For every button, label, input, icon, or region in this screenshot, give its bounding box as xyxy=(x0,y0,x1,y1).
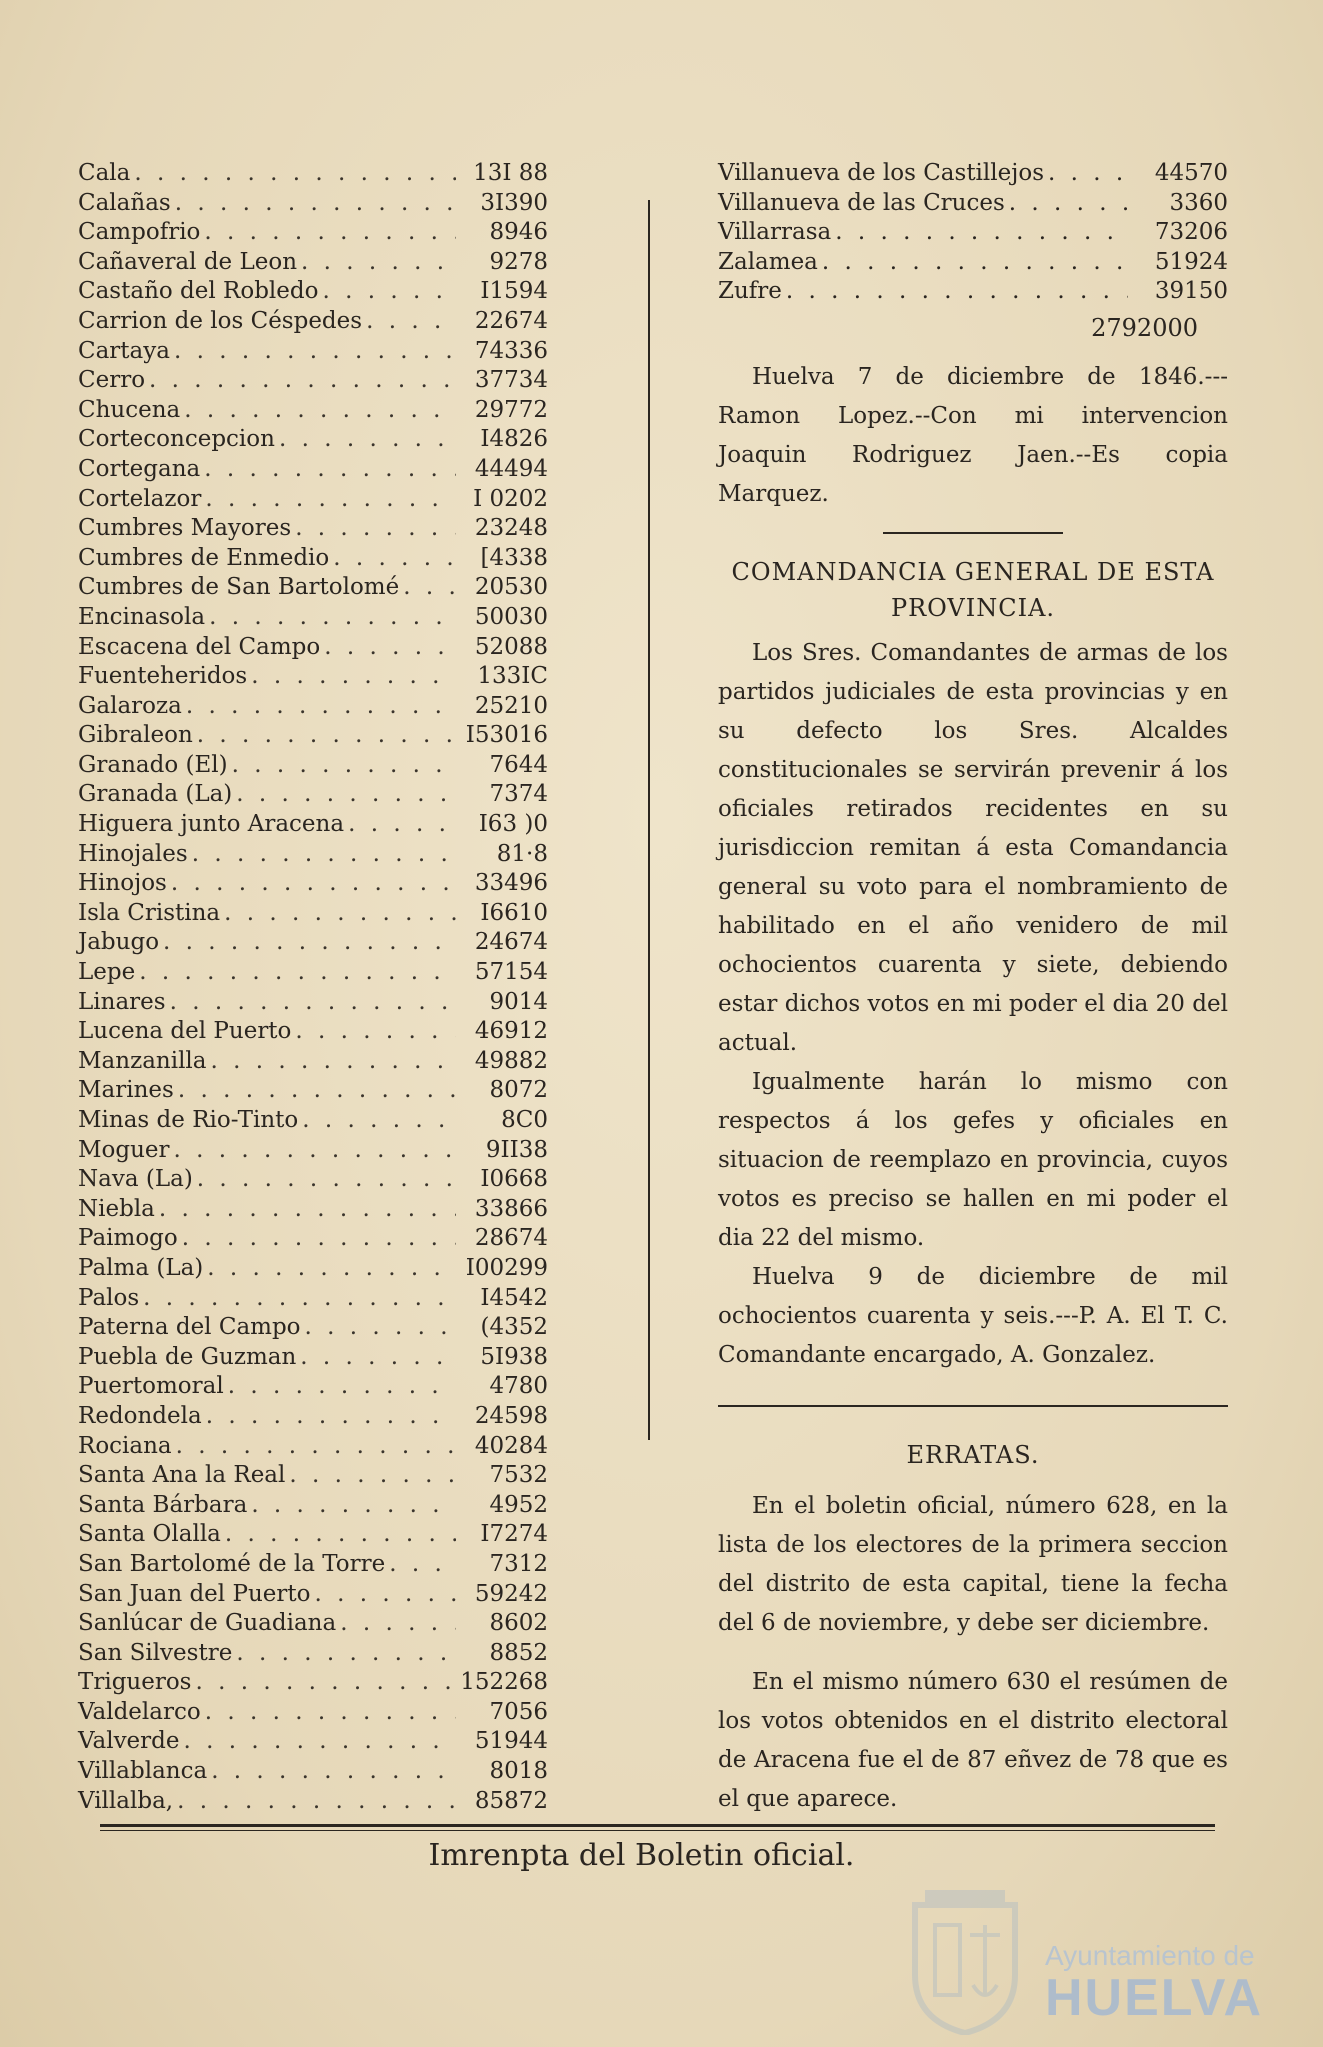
municipality-name: Cerro xyxy=(78,367,146,394)
municipality-value: I63 )0 xyxy=(478,811,548,838)
municipality-name: Cortegana xyxy=(78,455,201,482)
municipality-value: 73206 xyxy=(1154,219,1228,246)
bottom-rule xyxy=(100,1824,1215,1827)
municipality-name: Higuera junto Aracena xyxy=(78,811,345,838)
list-item xyxy=(78,870,548,900)
list-item xyxy=(718,219,1228,249)
municipality-value: 49882 xyxy=(474,1047,548,1074)
list-item xyxy=(78,1255,548,1285)
right-column xyxy=(718,160,1228,1819)
municipality-name: Palma (La) xyxy=(78,1254,204,1281)
municipality-name: Rociana xyxy=(78,1432,172,1459)
municipality-name: Trigueros xyxy=(78,1669,192,1696)
municipality-value: 7056 xyxy=(489,1698,548,1725)
list-item xyxy=(78,249,548,279)
leader-dots xyxy=(285,1462,456,1488)
municipality-name: Santa Ana la Real xyxy=(78,1462,286,1489)
municipality-name: Villarrasa xyxy=(718,219,832,246)
list-item xyxy=(78,1758,548,1788)
municipality-name: Nava (La) xyxy=(78,1166,193,1193)
leader-dots xyxy=(291,515,456,541)
municipality-name: Granado (El) xyxy=(78,751,228,778)
municipality-value: I4826 xyxy=(480,426,548,453)
leader-dots xyxy=(155,1196,456,1222)
leader-dots xyxy=(193,722,456,748)
comandancia-paragraph-2: Igualmente harán lo mismo con respectos á los gefes y oficiales en situacion de reemplazo en provincia, cuyos votos es preciso se hallen en mi poder el dia 22 del mismo. xyxy=(718,1068,1228,1251)
list-item xyxy=(78,1403,548,1433)
municipality-value: 4952 xyxy=(489,1491,548,1518)
municipality-name: Villanueva de los Castillejos xyxy=(718,160,1045,186)
municipality-name: Cartaya xyxy=(78,337,170,364)
list-item xyxy=(718,160,1228,190)
municipality-name: Encinasola xyxy=(78,603,206,630)
leader-dots xyxy=(180,397,456,423)
municipality-value: I 0202 xyxy=(473,485,548,512)
leader-dots xyxy=(232,781,456,807)
list-item xyxy=(78,1492,548,1522)
municipality-value: 152268 xyxy=(460,1669,548,1696)
municipality-name: Jabugo xyxy=(78,929,160,956)
list-item xyxy=(718,190,1228,220)
list-item xyxy=(78,1137,548,1167)
leader-dots xyxy=(201,486,456,512)
leader-dots xyxy=(362,308,456,334)
leader-dots xyxy=(188,841,456,867)
list-item xyxy=(78,367,548,397)
leader-dots xyxy=(145,367,456,393)
leader-dots xyxy=(191,1669,456,1695)
leader-dots xyxy=(135,959,456,985)
leader-dots xyxy=(298,1107,456,1133)
municipality-name: Hinojos xyxy=(78,870,167,897)
leader-dots xyxy=(159,929,456,955)
list-item xyxy=(78,1344,548,1374)
municipality-value: 57154 xyxy=(474,959,548,986)
list-item xyxy=(78,426,548,456)
municipality-value: 3360 xyxy=(1169,189,1228,216)
municipality-name: Villablanca xyxy=(78,1758,208,1785)
municipality-name: Villanueva de las Cruces xyxy=(718,189,1005,216)
municipality-name: Palos xyxy=(78,1284,140,1311)
leader-dots xyxy=(301,1314,456,1340)
list-item xyxy=(78,1107,548,1137)
leader-dots xyxy=(171,190,456,216)
municipality-value: 9II38 xyxy=(485,1136,548,1163)
municipality-name: Hinojales xyxy=(78,840,188,867)
municipality-name: Niebla xyxy=(78,1195,155,1222)
municipality-value: 7532 xyxy=(489,1462,548,1489)
leader-dots xyxy=(207,1048,457,1074)
list-item xyxy=(78,1225,548,1255)
municipality-name: Moguer xyxy=(78,1136,170,1163)
section-heading-erratas: ERRATAS. xyxy=(906,1440,1040,1469)
municipality-name: Marines xyxy=(78,1077,174,1104)
erratas-paragraph-2: En el mismo número 630 el resúmen de los votos obtenidos en el distrito electoral de Aracena fue el de 87 eñvez de 78 que es el que aparece. xyxy=(718,1668,1228,1812)
municipality-value: 4780 xyxy=(489,1373,548,1400)
list-item xyxy=(78,663,548,693)
list-item xyxy=(718,278,1228,308)
section-heading-comandancia xyxy=(718,554,1228,626)
list-item xyxy=(78,1048,548,1078)
municipality-value: 33496 xyxy=(474,870,548,897)
leader-dots xyxy=(232,1640,456,1666)
heading-line-1: COMANDANCIA GENERAL DE ESTA xyxy=(731,557,1215,586)
leader-dots xyxy=(166,989,456,1015)
leader-dots xyxy=(247,1492,456,1518)
leader-dots xyxy=(782,278,1128,304)
municipality-name: Campofrio xyxy=(78,219,201,246)
leader-dots xyxy=(180,1728,456,1754)
list-item xyxy=(78,811,548,841)
leader-dots xyxy=(344,811,456,837)
municipality-value: 28674 xyxy=(474,1225,548,1252)
footer-text: Imrenpta del Boletin oficial. xyxy=(428,1838,855,1873)
municipality-value: I4542 xyxy=(480,1284,548,1311)
list-item xyxy=(78,1166,548,1196)
leader-dots xyxy=(173,1788,456,1814)
municipality-name: San Bartolomé de la Torre xyxy=(78,1550,386,1577)
list-item xyxy=(78,1373,548,1403)
signature-paragraph: Huelva 7 de diciembre de 1846.---Ramon Lopez.--Con mi intervencion Joaquin Rodriguez Jaen.--Es copia Marquez. xyxy=(718,363,1228,507)
municipality-value: 22674 xyxy=(474,307,548,334)
municipality-name: San Juan del Puerto xyxy=(78,1580,311,1607)
municipality-value: 7644 xyxy=(489,751,548,778)
leader-dots xyxy=(207,1758,456,1784)
list-item xyxy=(78,1640,548,1670)
leader-dots xyxy=(275,426,456,452)
municipality-value: I0668 xyxy=(480,1166,548,1193)
municipality-value: 8602 xyxy=(489,1610,548,1637)
list-item xyxy=(78,1285,548,1315)
municipality-name: Cañaveral de Leon xyxy=(78,248,298,275)
list-item xyxy=(78,190,548,220)
municipality-value: 7312 xyxy=(489,1550,548,1577)
leader-dots xyxy=(170,1137,456,1163)
municipality-name: Lepe xyxy=(78,959,136,986)
leader-dots xyxy=(174,1077,456,1103)
leader-dots xyxy=(139,1285,456,1311)
list-item xyxy=(78,1699,548,1729)
municipality-value: 59242 xyxy=(474,1580,548,1607)
list-item xyxy=(78,486,548,516)
list-item xyxy=(78,1077,548,1107)
leader-dots xyxy=(200,219,456,245)
list-item xyxy=(78,722,548,752)
section-rule-long xyxy=(718,1405,1228,1407)
municipality-value: 52088 xyxy=(474,633,548,660)
leader-dots xyxy=(200,456,456,482)
leader-dots xyxy=(247,663,456,689)
municipality-name: Cala xyxy=(78,160,131,186)
municipality-name: Chucena xyxy=(78,396,181,423)
municipality-value: (4352 xyxy=(480,1314,548,1341)
municipality-value: I53016 xyxy=(465,722,548,749)
list-item xyxy=(78,752,548,782)
leader-dots xyxy=(220,900,456,926)
list-item xyxy=(78,634,548,664)
city-shield-icon xyxy=(905,1885,1025,2035)
list-item xyxy=(78,1521,548,1551)
bottom-rule-thin xyxy=(100,1830,1215,1831)
list-item xyxy=(78,338,548,368)
list-item xyxy=(78,1196,548,1226)
grand-total: 2792000 xyxy=(1091,313,1198,342)
municipality-value: 13I 88 xyxy=(473,160,548,186)
leader-dots xyxy=(130,160,456,186)
watermark-line-2: HUELVA xyxy=(1045,1969,1264,2027)
municipality-value: 20530 xyxy=(474,574,548,601)
leader-dots xyxy=(205,604,456,630)
list-item xyxy=(78,1462,548,1492)
municipality-value: 8852 xyxy=(489,1639,548,1666)
leader-dots xyxy=(1005,190,1128,216)
municipality-list-left xyxy=(78,160,548,1817)
municipality-name: Escacena del Campo xyxy=(78,633,321,660)
municipality-value: 133IC xyxy=(477,663,548,690)
leader-dots xyxy=(320,634,456,660)
municipality-name: Manzanilla xyxy=(78,1047,207,1074)
municipality-name: Minas de Rio-Tinto xyxy=(78,1107,299,1133)
municipality-name: Sanlúcar de Guadiana xyxy=(78,1610,337,1637)
municipality-name: Castaño del Robledo xyxy=(78,278,319,305)
municipality-name: Redondela xyxy=(78,1402,202,1429)
leader-dots xyxy=(224,1373,456,1399)
printer-footer xyxy=(0,1838,1323,1873)
leader-dots xyxy=(831,219,1128,245)
municipality-value: 51924 xyxy=(1154,248,1228,275)
municipality-name: Cortelazor xyxy=(78,485,202,512)
municipality-name: Carrion de los Céspedes xyxy=(78,307,363,334)
list-item xyxy=(78,574,548,604)
municipality-list-right xyxy=(718,160,1228,308)
municipality-name: Zufre xyxy=(718,278,782,305)
municipality-value: 8072 xyxy=(489,1077,548,1104)
municipality-value: 23248 xyxy=(474,515,548,542)
leader-dots xyxy=(329,545,456,571)
list-item xyxy=(78,545,548,575)
municipality-value: 8018 xyxy=(489,1758,548,1785)
list-item xyxy=(78,219,548,249)
leader-dots xyxy=(170,338,456,364)
municipality-value: 44570 xyxy=(1154,160,1228,186)
list-item xyxy=(78,900,548,930)
municipality-value: 39150 xyxy=(1154,278,1228,305)
leader-dots xyxy=(385,1551,456,1577)
list-item xyxy=(718,249,1228,279)
comandancia-paragraph-3: Huelva 9 de diciembre de mil ochocientos cuarenta y seis.---P. A. El T. C. Comandante encargado, A. Gonzalez. xyxy=(718,1263,1228,1368)
leader-dots xyxy=(167,870,456,896)
municipality-value: 9278 xyxy=(489,248,548,275)
leader-dots xyxy=(172,1433,456,1459)
municipality-value: 81·8 xyxy=(496,840,548,867)
watermark-line-1: Ayuntamiento de xyxy=(1045,1940,1255,1971)
municipality-value: 46912 xyxy=(474,1018,548,1045)
list-item xyxy=(78,1314,548,1344)
municipality-name: Puebla de Guzman xyxy=(78,1343,297,1370)
leader-dots xyxy=(202,1403,456,1429)
municipality-value: I6610 xyxy=(480,899,548,926)
comandancia-paragraph-1: Los Sres. Comandantes de armas de los partidos judiciales de esta provincias y en su defecto los Sres. Alcaldes constitucionales se servirán prevenir á los oficiales retirados recidentes en su jurisdiccion remitan á esta Comandancia general su voto para el nombramiento de habilitado en el año venidero de mil ochocientos cuarenta y siete, debiendo estar dichos votos en mi poder el dia 20 del actual. xyxy=(718,639,1228,1056)
municipality-name: Villalba, xyxy=(78,1787,174,1814)
municipality-name: Cumbres Mayores xyxy=(78,515,292,542)
list-item xyxy=(78,308,548,338)
municipality-name: Zalamea xyxy=(718,248,818,275)
leader-dots xyxy=(399,574,456,600)
municipality-name: Paimogo xyxy=(78,1225,178,1252)
municipality-value: I00299 xyxy=(465,1254,548,1281)
list-item xyxy=(78,1581,548,1611)
municipality-name: Cumbres de San Bartolomé xyxy=(78,574,400,601)
leader-dots xyxy=(818,249,1128,275)
municipality-name: Paterna del Campo xyxy=(78,1314,301,1341)
list-item xyxy=(78,693,548,723)
leader-dots xyxy=(310,1581,456,1607)
list-item xyxy=(78,1669,548,1699)
municipality-name: Fuenteheridos xyxy=(78,663,248,690)
list-item xyxy=(78,1018,548,1048)
column-divider xyxy=(648,200,650,1440)
leader-dots xyxy=(297,249,456,275)
municipality-value: 5I938 xyxy=(480,1343,548,1370)
list-item xyxy=(78,160,548,190)
municipality-value: 9014 xyxy=(489,988,548,1015)
municipality-value: 7374 xyxy=(489,781,548,808)
leader-dots xyxy=(178,1225,456,1251)
municipality-value: 29772 xyxy=(474,396,548,423)
municipality-value: 24598 xyxy=(474,1402,548,1429)
municipality-name: Gibraleon xyxy=(78,722,193,749)
list-item xyxy=(78,397,548,427)
municipality-value: 85872 xyxy=(474,1787,548,1814)
leader-dots xyxy=(296,1344,456,1370)
municipality-value: [4338 xyxy=(480,544,548,571)
leader-dots xyxy=(201,1699,456,1725)
leader-dots xyxy=(221,1521,456,1547)
municipality-value: 37734 xyxy=(474,367,548,394)
list-item xyxy=(78,841,548,871)
list-item xyxy=(78,989,548,1019)
municipality-name: Linares xyxy=(78,988,166,1015)
leader-dots xyxy=(228,752,456,778)
municipality-value: 24674 xyxy=(474,929,548,956)
list-item xyxy=(78,1788,548,1818)
section-rule xyxy=(883,532,1063,534)
leader-dots xyxy=(336,1610,456,1636)
list-item xyxy=(78,278,548,308)
list-item xyxy=(78,781,548,811)
leader-dots xyxy=(318,278,456,304)
municipality-value: 50030 xyxy=(474,603,548,630)
municipality-value: 44494 xyxy=(474,455,548,482)
municipality-name: Isla Cristina xyxy=(78,899,221,926)
list-item xyxy=(78,1551,548,1581)
municipality-name: Valverde xyxy=(78,1728,180,1755)
list-item xyxy=(78,1433,548,1463)
municipality-name: Galaroza xyxy=(78,692,182,719)
list-item xyxy=(78,515,548,545)
municipality-name: Cumbres de Enmedio xyxy=(78,544,330,571)
municipality-value: 40284 xyxy=(474,1432,548,1459)
leader-dots xyxy=(193,1166,456,1192)
leader-dots xyxy=(291,1018,456,1044)
municipality-value: 33866 xyxy=(474,1195,548,1222)
leader-dots xyxy=(203,1255,456,1281)
municipality-name: Puertomoral xyxy=(78,1373,224,1400)
municipality-name: Valdelarco xyxy=(78,1698,201,1725)
municipality-name: Corteconcepcion xyxy=(78,426,275,453)
municipality-value: 3I390 xyxy=(480,189,548,216)
leader-dots xyxy=(1044,160,1128,186)
municipality-value: 8946 xyxy=(489,219,548,246)
list-item xyxy=(78,456,548,486)
municipality-value: I7274 xyxy=(480,1521,548,1548)
municipality-name: Calañas xyxy=(78,189,171,216)
list-item xyxy=(78,1610,548,1640)
municipality-value: 8C0 xyxy=(501,1107,548,1133)
leader-dots xyxy=(182,693,456,719)
municipality-name: Granada (La) xyxy=(78,781,233,808)
list-item xyxy=(78,929,548,959)
municipality-value: 25210 xyxy=(474,692,548,719)
municipality-name: San Silvestre xyxy=(78,1639,233,1666)
list-item xyxy=(78,604,548,634)
heading-line-2: PROVINCIA. xyxy=(890,593,1056,622)
list-item xyxy=(78,959,548,989)
municipality-value: I1594 xyxy=(480,278,548,305)
municipality-value: 74336 xyxy=(474,337,548,364)
municipality-name: Lucena del Puerto xyxy=(78,1018,292,1045)
erratas-paragraph-1: En el boletin oficial, número 628, en la lista de los electores de la primera seccion del distrito de esta capital, tiene la fecha del 6 de noviembre, y debe ser diciembre. xyxy=(718,1492,1228,1636)
list-item xyxy=(78,1728,548,1758)
municipality-name: Santa Olalla xyxy=(78,1521,221,1548)
municipality-name: Santa Bárbara xyxy=(78,1491,248,1518)
municipality-value: 51944 xyxy=(474,1728,548,1755)
